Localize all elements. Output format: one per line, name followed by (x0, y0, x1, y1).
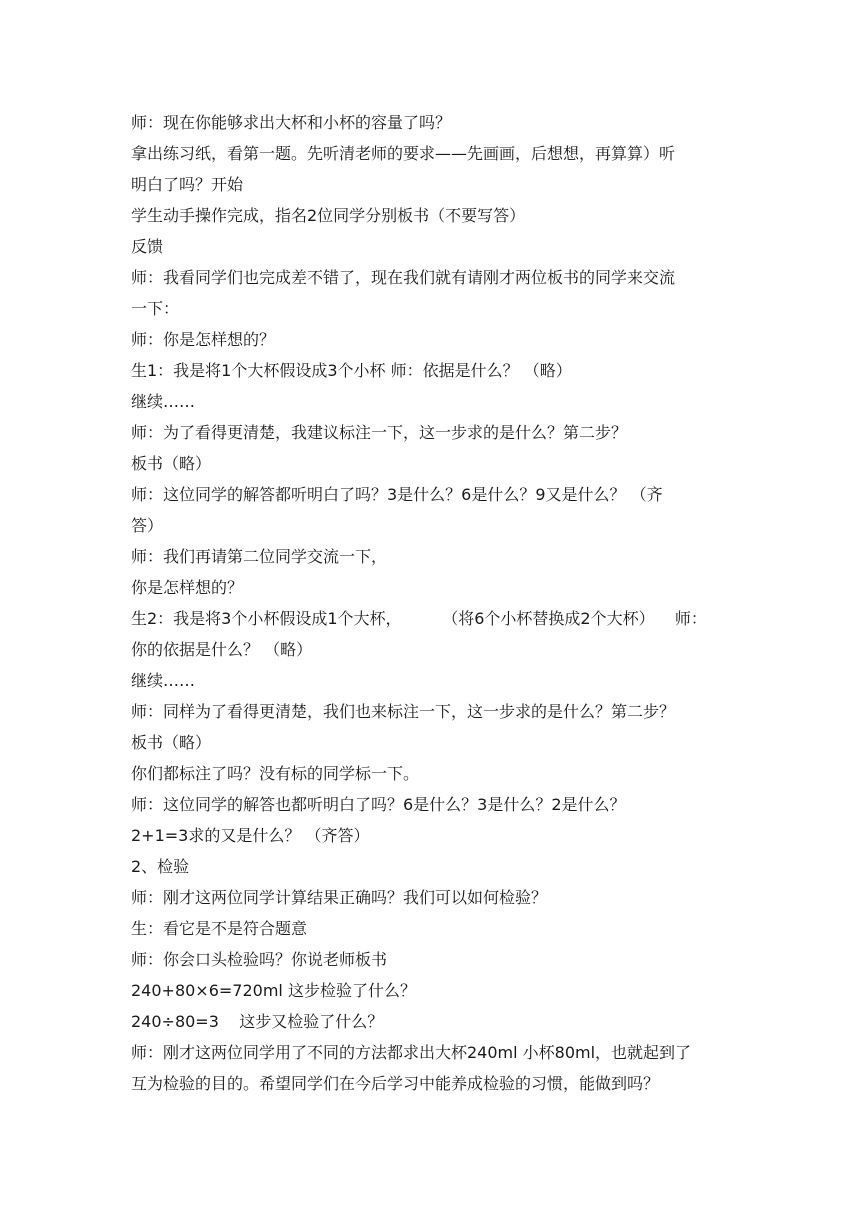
text-line: 学生动手操作完成，指名2位同学分别板书（不要写答） (131, 206, 526, 225)
text-line: 生1：我是将1个大杯假设成3个小杯 师：依据是什么？ （略） (131, 361, 572, 380)
text-line: 你们都标注了吗？没有标的同学标一下。 (131, 764, 420, 783)
text-line: 240÷80=3 这步又检验了什么？ (131, 1012, 384, 1031)
text-line: 师：你会口头检验吗？你说老师板书 (131, 950, 388, 969)
text-line: 一下： (131, 299, 180, 318)
text-line: 240+80×6=720ml 这步检验了什么？ (131, 981, 416, 1000)
lesson-transcript (131, 107, 736, 1099)
text-line: 师：这位同学的解答也都听明白了吗？6是什么？3是什么？2是什么？ (131, 795, 626, 814)
text-line: 继续…… (131, 671, 196, 690)
text-line: 板书（略） (131, 454, 212, 473)
text-line: 师：刚才这两位同学用了不同的方法都求出大杯240ml 小杯80ml，也就起到了 (131, 1043, 692, 1062)
text-line: 答） (131, 516, 164, 535)
text-line: 反馈 (131, 237, 164, 256)
text-line: 互为检验的目的。希望同学们在今后学习中能养成检验的习惯，能做到吗？ (131, 1074, 660, 1093)
text-line: 你的依据是什么？ （略） (131, 640, 313, 659)
text-line: 你是怎样想的？ (131, 578, 244, 597)
text-line: 2、检验 (131, 857, 190, 876)
text-line: 师：同样为了看得更清楚，我们也来标注一下，这一步求的是什么？第二步？ (131, 702, 676, 721)
text-line: 生：看它是不是符合题意 (131, 919, 308, 938)
text-line: 2+1=3求的又是什么？ （齐答） (131, 826, 370, 845)
text-line: 拿出练习纸，看第一题。先听清老师的要求——先画画，后想想，再算算）听 (131, 144, 676, 163)
text-line: 继续…… (131, 392, 196, 411)
text-line: 师：我看同学们也完成差不错了，现在我们就有请刚才两位板书的同学来交流 (131, 268, 676, 287)
text-line: 师：这位同学的解答都听明白了吗？3是什么？6是什么？9又是什么？ （齐 (131, 485, 663, 504)
text-line: 板书（略） (131, 733, 212, 752)
text-line: 师：现在你能够求出大杯和小杯的容量了吗？ (131, 113, 452, 132)
text-line: 师：我们再请第二位同学交流一下， (131, 547, 388, 566)
text-line: 生2：我是将3个小杯假设成1个大杯， （将6个小杯替换成2个大杯） 师： (131, 609, 707, 628)
text-line: 师：为了看得更清楚，我建议标注一下，这一步求的是什么？第二步？ (131, 423, 628, 442)
text-line: 师：你是怎样想的？ (131, 330, 276, 349)
text-line: 师：刚才这两位同学计算结果正确吗？我们可以如何检验？ (131, 888, 548, 907)
text-line: 明白了吗？开始 (131, 175, 244, 194)
